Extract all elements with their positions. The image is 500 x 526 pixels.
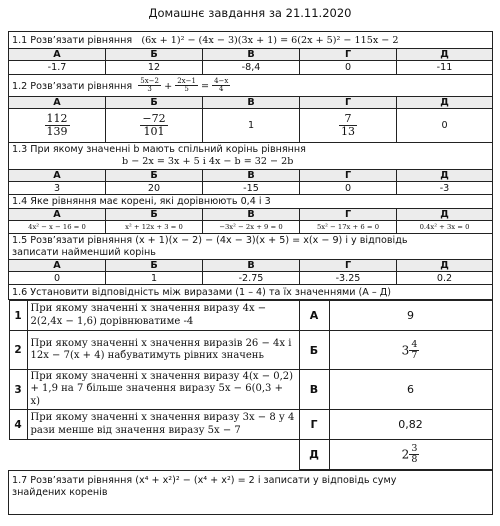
task-1-4	[9, 195, 493, 209]
answer-g-fraction: $\frac{7}{13}$	[341, 112, 355, 138]
match-row-5: Д 2 $\frac{3}{8}$	[9, 440, 492, 470]
task-1-2: 1.2 Розв’язати рівняння $\frac{5x-2}{3}$ + $\frac{2x-1}{5}$ = $\frac{4-x}{4}$	[9, 75, 493, 97]
answer-v: 1	[203, 109, 300, 143]
header-a: А	[9, 49, 106, 61]
task-1-6	[9, 285, 493, 300]
task-1-1-header-row	[9, 49, 493, 61]
fraction-1: $\frac{5x-2}{3}$	[140, 76, 160, 93]
task-1-3-answers: 3 20 -15 0 -3	[9, 182, 493, 195]
header-d: Д	[397, 49, 493, 61]
match-row-1: 1 При якому значенні x значення виразу 4x − 2(2,4x − 1,6) дорівнюватиме -4 А 9	[9, 301, 492, 331]
match-row-4: 4 При якому значенні x значення виразу 3x − 8 у 4 рази менше від значення виразу 5x − 7 Г 0,82	[9, 410, 492, 440]
task-1-2-header-row: А Б В Г Д	[9, 97, 493, 109]
answer-d: 0	[397, 109, 493, 143]
fraction-3: $\frac{4-x}{4}$	[214, 76, 229, 93]
task-1-1-label: 1.1 Розв’язати рівняння	[12, 34, 133, 46]
page-title: Домашнє завдання за 21.11.2020	[148, 6, 352, 20]
task-1-5-header-row: А Б В Г Д	[9, 260, 493, 272]
answer-d: -11	[397, 61, 493, 75]
task-1-2-answers	[9, 109, 493, 143]
task-1-3-header-row: А Б В Г Д	[9, 170, 493, 182]
task-1-3-label: 1.3 При якому значенні b мають спільний корінь рівняння	[12, 144, 306, 155]
task-1-3	[9, 143, 493, 170]
answer-a: -1.7	[9, 61, 106, 75]
task-1-5-label: 1.5 Розв’язати рівняння (x + 1)(x − 2) − (4x − 3)(x + 5) = x(x − 9) і у відповідь	[12, 234, 408, 246]
task-1-4-answers: 4x² − x − 16 = 0 x² + 12x + 3 = 0 −3x² − 2x + 9 = 0 5x² − 17x + 6 = 0 0.4x² + 3x = 0	[9, 221, 493, 234]
header-b: Б	[106, 49, 203, 61]
answer-a-fraction: $\frac{112}{139}$	[46, 112, 68, 138]
answer-b: 12	[106, 61, 203, 75]
task-1-7-label-2: знайдених коренів	[12, 487, 108, 498]
task-1-5-answers: 0 1 -2.75 -3.25 0.2	[9, 272, 493, 285]
value-mixed-fraction: 3 $\frac{4}{7}$	[401, 338, 418, 361]
task-1-5	[9, 234, 493, 260]
matching-table	[9, 300, 493, 470]
task-1-6-label: 1.6 Установити відповідність між виразами (1 – 4) та їх значеннями (А – Д)	[9, 285, 493, 300]
task-1-2-label: 1.2 Розв’язати рівняння	[12, 80, 133, 92]
task-1-4-header-row: А Б В Г Д	[9, 209, 493, 221]
match-row-2: 2 При якому значенні x значення виразів 26 − 4x і 12x − 7(x + 4) набуватимуть рівних значень Б 3 $\frac{4}{7}$	[9, 331, 492, 370]
task-1-7	[9, 471, 493, 515]
match-row-3: 3 При якому значенні x значення виразу 4(x − 0,2) + 1,9 на 7 більше значення виразу 5x − 6(0,3 + x) В 6	[9, 370, 492, 410]
task-1-4-label: 1.4 Яке рівняння має корені, які дорівнюють 0,4 і 3	[9, 195, 493, 209]
task-1-1	[9, 32, 493, 49]
fraction-2: $\frac{2x-1}{5}$	[177, 76, 196, 93]
value-mixed-fraction: 2 $\frac{3}{8}$	[401, 443, 418, 465]
answer-g: 0	[300, 61, 397, 75]
task-1-3-equation: b − 2x = 3x + 5 і 4x − b = 32 − 2b	[122, 156, 294, 167]
task-1-1-equation: (6x + 1)² − (4x − 3)(3x + 1) = 6(2x + 5)² − 115x − 2	[141, 34, 399, 46]
tasks-table	[8, 31, 493, 515]
header-v: В	[203, 49, 300, 61]
answer-b-fraction: $\frac{-72}{101}$	[142, 112, 166, 138]
task-1-1-answers	[9, 61, 493, 75]
task-1-7-label: 1.7 Розв’язати рівняння (x⁴ + x²)² − (x⁴ + x²) = 2 і записати у відповідь суму	[12, 475, 397, 486]
answer-v: -8,4	[203, 61, 300, 75]
header-g: Г	[300, 49, 397, 61]
task-1-5-label-2: записати найменший корінь	[12, 246, 156, 258]
